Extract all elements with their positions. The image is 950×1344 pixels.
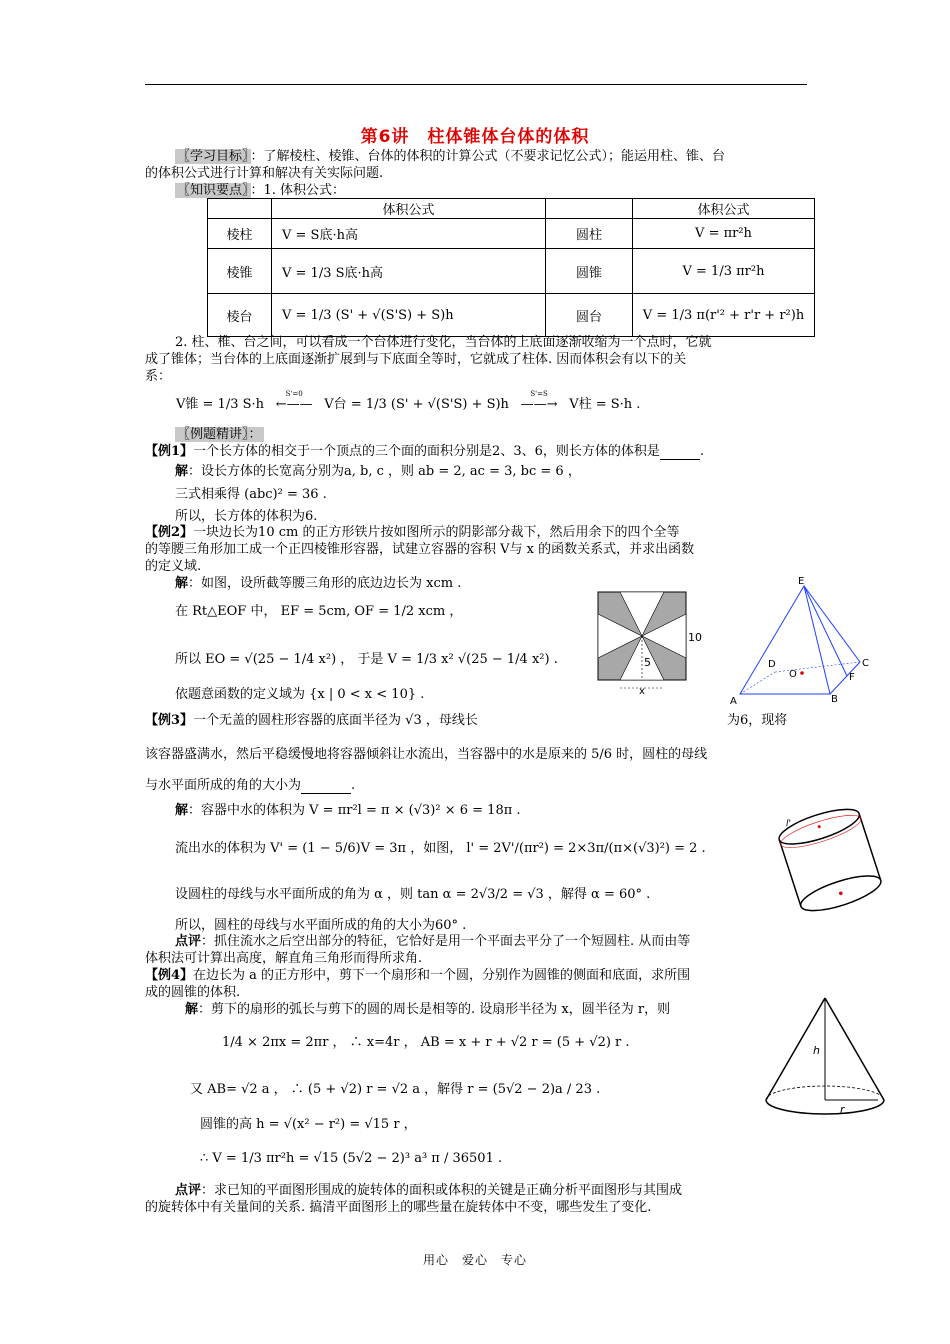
- ex2-sol-2: 在 Rt△EOF 中， EF = 5cm, OF = 1/2 xcm ，: [175, 604, 463, 619]
- ex3-line-1b: 为6，现将: [727, 713, 788, 728]
- tilted-cylinder-figure: [770, 800, 890, 925]
- table-shape-prism: 棱柱: [208, 219, 272, 249]
- ex4-sol-label: 解: [185, 1002, 199, 1017]
- table-formula-cone: V = 1/3 πr²h: [633, 249, 815, 294]
- cylinder-l-label: l': [786, 819, 791, 829]
- comment2-text-1: ：求已知的平面图形围成的旋转体的面积或体积的关键是正确分析平面图形与其围成: [201, 1183, 683, 1198]
- ex4-line-1: [145, 967, 690, 984]
- comment1-line-1: [175, 933, 690, 950]
- ex3-sol-3: 设圆柱的母线与水平面所成的角为 α ，则 tan α = 2√3/2 = √3 ，解得 α = 60° .: [175, 887, 651, 902]
- table-head-formula-1: 体积公式: [272, 199, 546, 219]
- point2-line-2: 成了锥体；当台体的上底面逐渐扩展到与下底面全等时，它就成了柱体. 因而体积会有以下的关: [145, 352, 687, 367]
- pyramid-edge-ef: [804, 586, 847, 676]
- ex1-blank: [660, 447, 700, 460]
- square-side-label: 10: [688, 631, 702, 644]
- comment1-label: 点评: [175, 934, 202, 949]
- pyramid-label-b: B: [831, 694, 838, 705]
- ex4-sol-1: ：剪下的扇形的弧长与剪下的圆的周长是相等的. 设扇形半径为 x，圆半径为 r，则: [198, 1002, 671, 1017]
- point2-line-3: 系：: [145, 369, 172, 384]
- ex4-sol-4: 圆锥的高 h = √(x² − r²) = √15 r ，: [200, 1117, 417, 1132]
- volume-formula-table: [207, 198, 815, 337]
- cylinder-top-center: [817, 825, 821, 829]
- ex1-sol-2: 三式相乘得 (abc)² = 36 .: [175, 487, 327, 502]
- table-shape-pyramid: 棱锥: [208, 249, 272, 294]
- pyramid-edge-ec: [804, 586, 860, 662]
- ex4-sol-line-1: [185, 1001, 670, 1018]
- ex1-text: 一个长方体的相交于一个顶点的三个面的面积分别是2、3、6，则长方体的体积是: [193, 444, 660, 459]
- goal-tag: 〖学习目标〗: [177, 149, 249, 164]
- cone-h-label: h: [813, 1044, 820, 1057]
- ex1-sol-3: 所以，长方体的体积为6.: [175, 509, 318, 524]
- comment2-line-2: 的旋转体中有关量间的关系. 搞清平面图形上的哪些量在旋转体中不变，哪些发生了变化.: [145, 1200, 652, 1215]
- points-tag: 〖知识要点〗: [177, 183, 249, 198]
- table-row: [208, 294, 815, 337]
- ex3-text-3: 与水平面所成的角的大小为: [145, 778, 302, 793]
- ex4-sol-2: 1/4 × 2πx = 2πr ， ∴ x=4r ， AB = x + r + √2 r = (5 + √2) r .: [222, 1035, 630, 1050]
- water-surface: [778, 809, 864, 854]
- comment1-line-2: 体积法可计算出高度，解直角三角形而得所求角.: [145, 951, 423, 966]
- ex4-text-1: 在边长为 a 的正方形中，剪下一个扇形和一个圆，分别作为圆锥的侧面和底面，求所围: [193, 968, 691, 983]
- comment2-line-1: [175, 1182, 682, 1199]
- table-shape-frustum: 棱台: [208, 294, 272, 337]
- ex3-line-1a: [145, 712, 478, 729]
- ex2-sol-line-1: [175, 575, 461, 592]
- pyramid-hidden-ad: [740, 672, 775, 694]
- ex3-sol-label: 解: [175, 803, 189, 818]
- page-footer: 用心 爱心 专心: [422, 1253, 527, 1267]
- ex1-sol-line-1: [175, 463, 581, 480]
- page-title: 第6讲 柱体锥体台体的体积: [360, 127, 590, 147]
- pyramid-hidden-dc: [775, 662, 860, 672]
- ex3-sol-4: 所以，圆柱的母线与水平面所成的角的大小为60° .: [175, 918, 467, 933]
- ex4-label: 【例4】: [145, 968, 194, 983]
- relation-line: [176, 390, 641, 413]
- table-head-formula-2: 体积公式: [633, 199, 815, 219]
- ex3-line-2: 该容器盛满水，然后平稳缓慢地将容器倾斜让水流出，当容器中的水是原来的 5/6 时，圆柱的母线: [145, 747, 708, 762]
- ex2-line-3: 的定义域.: [145, 559, 202, 574]
- ex4-sol-5: ∴ V = 1/3 πr²h = √15 (5√2 − 2)³ a³ π / 36501 .: [200, 1151, 503, 1166]
- pyramid-center-point: [800, 671, 804, 675]
- arrow-right-label: S'=S: [530, 390, 548, 398]
- cone-base-front: [766, 1100, 884, 1114]
- table-head-empty-2: [546, 199, 633, 219]
- ex2-sol-3: 所以 EO = √(25 − 1/4 x²) ， 于是 V = 1/3 x² √(25 − 1/4 x²) .: [175, 652, 558, 667]
- goal-line-2: 的体积公式进行计算和解决有关实际问题.: [145, 166, 384, 181]
- ex1-label: 【例1】: [145, 444, 194, 459]
- ex2-sol-4: 依题意函数的定义域为 {x | 0 < x < 10} .: [175, 687, 425, 702]
- ex3-sol-1: ：容器中水的体积为 V = πr²l = π × (√3)² × 6 = 18π .: [188, 803, 521, 818]
- points-line: [175, 182, 345, 199]
- goal-line-1: [175, 148, 725, 165]
- ex3-blank: [301, 781, 351, 794]
- cone-figure: [760, 992, 890, 1124]
- ex3-end: .: [351, 778, 356, 793]
- ex1-sol-label: 解: [175, 464, 189, 479]
- ex2-sol-1: ：如图，设所截等腰三角形的底边边长为 xcm .: [188, 576, 462, 591]
- table-head-empty-1: [208, 199, 272, 219]
- relation-frustum: V台 = 1/3 (S' + √(S'S) + S)h: [324, 397, 509, 412]
- pyramid-label-a: A: [730, 696, 737, 707]
- pyramid-label-c: C: [862, 658, 869, 669]
- ex1-end: .: [699, 444, 705, 459]
- table-shape-cylinder: 圆柱: [546, 219, 633, 249]
- examples-line: [175, 426, 264, 443]
- cone-r-label: r: [840, 1103, 845, 1116]
- ex4-sol-3: 又 AB= √2 a ， ∴ (5 + √2) r = √2 a ，解得 r = (5√2 − 2)a / 23 .: [190, 1082, 601, 1097]
- table-shape-cone-frustum: 圆台: [546, 294, 633, 337]
- pyramid-label-o: O: [789, 669, 797, 680]
- header-rule: [145, 84, 807, 85]
- ex1-line: [145, 443, 704, 460]
- table-row: [208, 219, 815, 249]
- relation-prism: V柱 = S·h .: [569, 397, 641, 412]
- cone-right-edge: [825, 998, 884, 1100]
- ex1-sol-1: ：设长方体的长宽高分别为a, b, c ，则 ab = 2, ac = 3, bc = 6 ，: [188, 464, 581, 479]
- ex3-sol-2: 流出水的体积为 V' = (1 − 5/6)V = 3π ，如图， l' = 2V'/(πr²) = 2×3π/(π×(√3)²) = 2 .: [175, 841, 706, 856]
- pyramid-edge-bc: [830, 662, 860, 694]
- ex2-sol-label: 解: [175, 576, 189, 591]
- ex3-line-3: [145, 777, 355, 794]
- table-formula-frustum: V = 1/3 (S' + √(S'S) + S)h: [272, 294, 546, 337]
- examples-tag: 〖例题精讲〗：: [177, 427, 262, 442]
- cylinder-right-side: [859, 814, 881, 881]
- point2-line-1: 2. 柱、椎、台之间，可以看成一个台体进行变化，当台体的上底面逐渐收缩为一个点时，它就: [175, 335, 712, 350]
- table-shape-cone: 圆锥: [546, 249, 633, 294]
- ex2-text-1: 一块边长为10 cm 的正方形铁片按如图所示的阴影部分裁下，然后用余下的四个全等: [193, 525, 680, 540]
- cylinder-left-side: [779, 840, 801, 907]
- table-formula-prism: V = S底·h高: [272, 219, 546, 249]
- square-x-label: x: [639, 686, 645, 696]
- square-inner-label: 5: [644, 656, 651, 669]
- arrow-left: S'=0 ←——: [268, 396, 320, 413]
- pyramid-figure: [720, 572, 880, 712]
- ex3-sol-line-1: [175, 802, 521, 819]
- table-formula-cylinder: V = πr²h: [633, 219, 815, 249]
- arrow-right: S'=S ——→: [513, 396, 565, 413]
- cylinder-bottom-center: [839, 891, 844, 896]
- comment1-text-1: ：抓住流水之后空出部分的特征，它恰好是用一个平面去平分了一个短圆柱. 从而由等: [201, 934, 691, 949]
- ex4-line-2: 成的圆锥的体积.: [145, 985, 241, 1000]
- ex2-line-1: [145, 524, 679, 541]
- table-formula-pyramid: V = 1/3 S底·h高: [272, 249, 546, 294]
- ex3-text-1a: 一个无盖的圆柱形容器的底面半径为 √3 ，母线长: [193, 713, 478, 728]
- ex2-line-2: 的等腰三角形加工成一个正四棱锥形容器，试建立容器的容积 V与 x 的函数关系式，并求出函数: [145, 542, 695, 557]
- arrow-left-label: S'=0: [285, 390, 303, 398]
- points-text: ：1. 体积公式：: [250, 183, 346, 198]
- pyramid-label-f: F: [849, 672, 855, 683]
- square-cutout-figure: [592, 588, 712, 696]
- ex2-label: 【例2】: [145, 525, 194, 540]
- relation-cone: V锥 = 1/3 S·h: [176, 397, 265, 412]
- pyramid-label-d: D: [768, 659, 776, 670]
- comment2-label: 点评: [175, 1183, 202, 1198]
- goal-text-1: ：了解棱柱、棱锥、台体的体积的计算公式（不要求记忆公式）；能运用柱、锥、台: [250, 149, 726, 164]
- table-row: [208, 249, 815, 294]
- ex3-label: 【例3】: [145, 713, 194, 728]
- pyramid-label-e: E: [798, 576, 805, 587]
- table-formula-cone-frustum: V = 1/3 π(r'² + r'r + r²)h: [633, 294, 815, 337]
